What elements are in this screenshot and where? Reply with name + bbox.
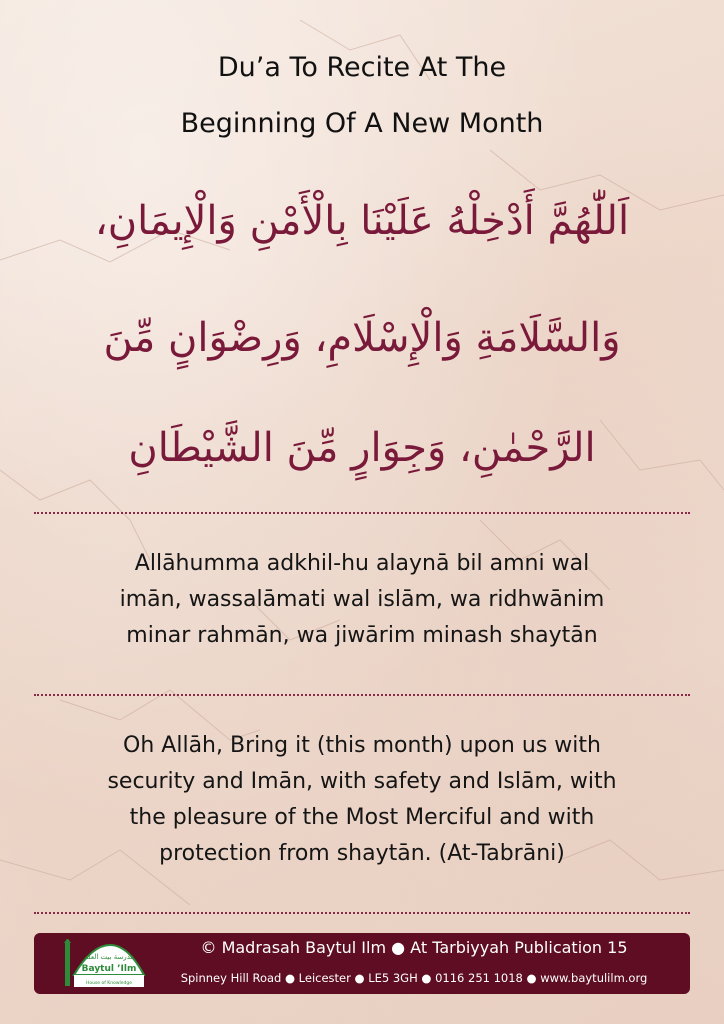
transliteration [40,546,684,654]
footer-address: Spinney Hill Road ● Leicester ● LE5 3GH ● 0116 251 1018 ● www.baytulilm.org [180,971,648,985]
arabic-dua-line-1: اَللّٰهُمَّ أَدْخِلْهُ عَلَيْنَا بِالْأَمْنِ وَالْإِيمَانِ، [94,198,630,244]
page-title [0,40,724,152]
transliteration-line-1: Allāhumma adkhil-hu alaynā bil amni wal [134,551,590,576]
divider [34,512,690,514]
transliteration-line-2: imān, wassalāmati wal islām, wa ridhwānim [119,587,605,612]
translation-line-1: Oh Allāh, Bring it (this month) upon us with [123,733,601,758]
title-line-2: Beginning Of A New Month [180,108,544,139]
baytul-ilm-logo [62,939,146,989]
minaret-icon [65,942,70,986]
translation-line-2: security and Imān, with safety and Islām, with [107,769,617,794]
translation-line-3: the pleasure of the Most Merciful and with [129,805,595,830]
arabic-dua-line-2: وَالسَّلَامَةِ وَالْإِسْلَامِ، وَرِضْوَانٍ مِّنَ [103,315,621,361]
logo-arabic-text: مدرسة بيت العلم [83,953,135,961]
footer-copyright: © Madrasah Baytul Ilm ● At Tarbiyyah Publication 15 [200,938,628,957]
transliteration-line-3: minar rahmān, wa jiwārim minash shaytān [126,623,598,648]
logo-tagline: House of Knowledge [85,981,133,986]
arabic-dua-line-3: الرَّحْمٰنِ، وَجِوَارٍ مِّنَ الشَّيْطَانِ [128,425,596,471]
translation-line-4: protection from shaytān. (At-Tabrāni) [159,841,565,866]
title-line-1: Du’a To Recite At The [217,52,507,83]
logo-name: Baytul ’Ilm [81,964,137,974]
divider [34,694,690,696]
footer [34,933,690,994]
divider [34,912,690,914]
translation [40,728,684,872]
